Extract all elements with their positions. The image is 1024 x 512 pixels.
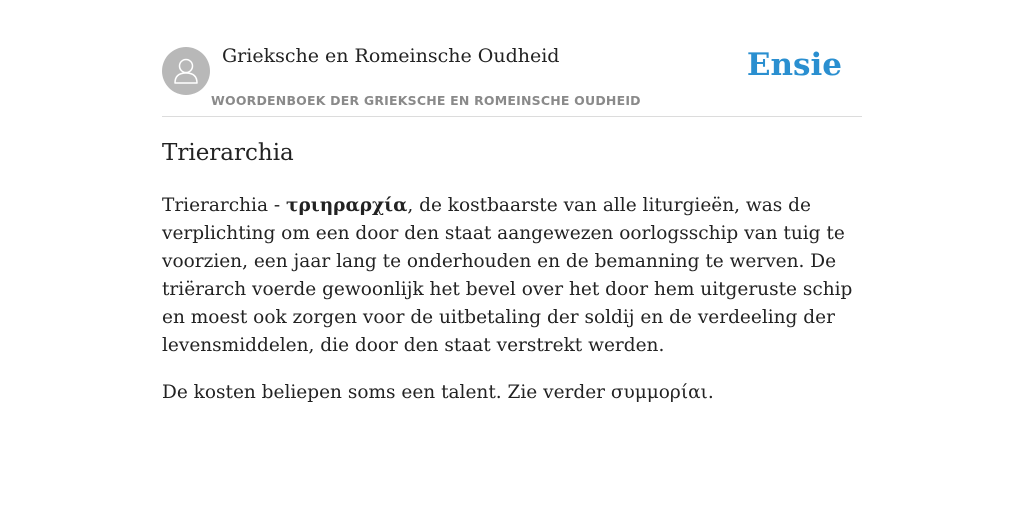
entry-definition: , de kostbaarste van alle liturgieën, was de verplichting om een door den staat aangewezen oorlogsschip van tuig te voorzien, een jaar lang te onderhouden en de bemanning te werven. De triërarch voerde gewoonlijk het bevel over het door hem uitgeruste schip en moest ook zorgen voor de uitbetaling der soldij en de verdeeling der levensmiddelen, die door den staat verstrekt werden. bbox=[162, 195, 853, 356]
avatar[interactable] bbox=[162, 47, 210, 95]
source-title[interactable]: Grieksche en Romeinsche Oudheid bbox=[222, 45, 560, 67]
page-container bbox=[162, 0, 862, 403]
entry-body bbox=[162, 192, 862, 426]
source-subtitle: WOORDENBOEK DER GRIEKSCHE EN ROMEINSCHE OUDHEID bbox=[211, 93, 641, 108]
greek-term: τριηραρχία bbox=[286, 195, 408, 216]
entry-title: Trierarchia bbox=[162, 140, 294, 166]
entry-paragraph bbox=[162, 192, 862, 360]
user-icon bbox=[172, 56, 200, 86]
entry-term: Trierarchia - bbox=[162, 195, 286, 216]
entry-paragraph-2: De kosten beliepen soms een talent. Zie verder συμμορίαι. bbox=[162, 382, 714, 403]
ensie-logo[interactable]: Ensie bbox=[746, 47, 842, 83]
header bbox=[162, 0, 862, 117]
